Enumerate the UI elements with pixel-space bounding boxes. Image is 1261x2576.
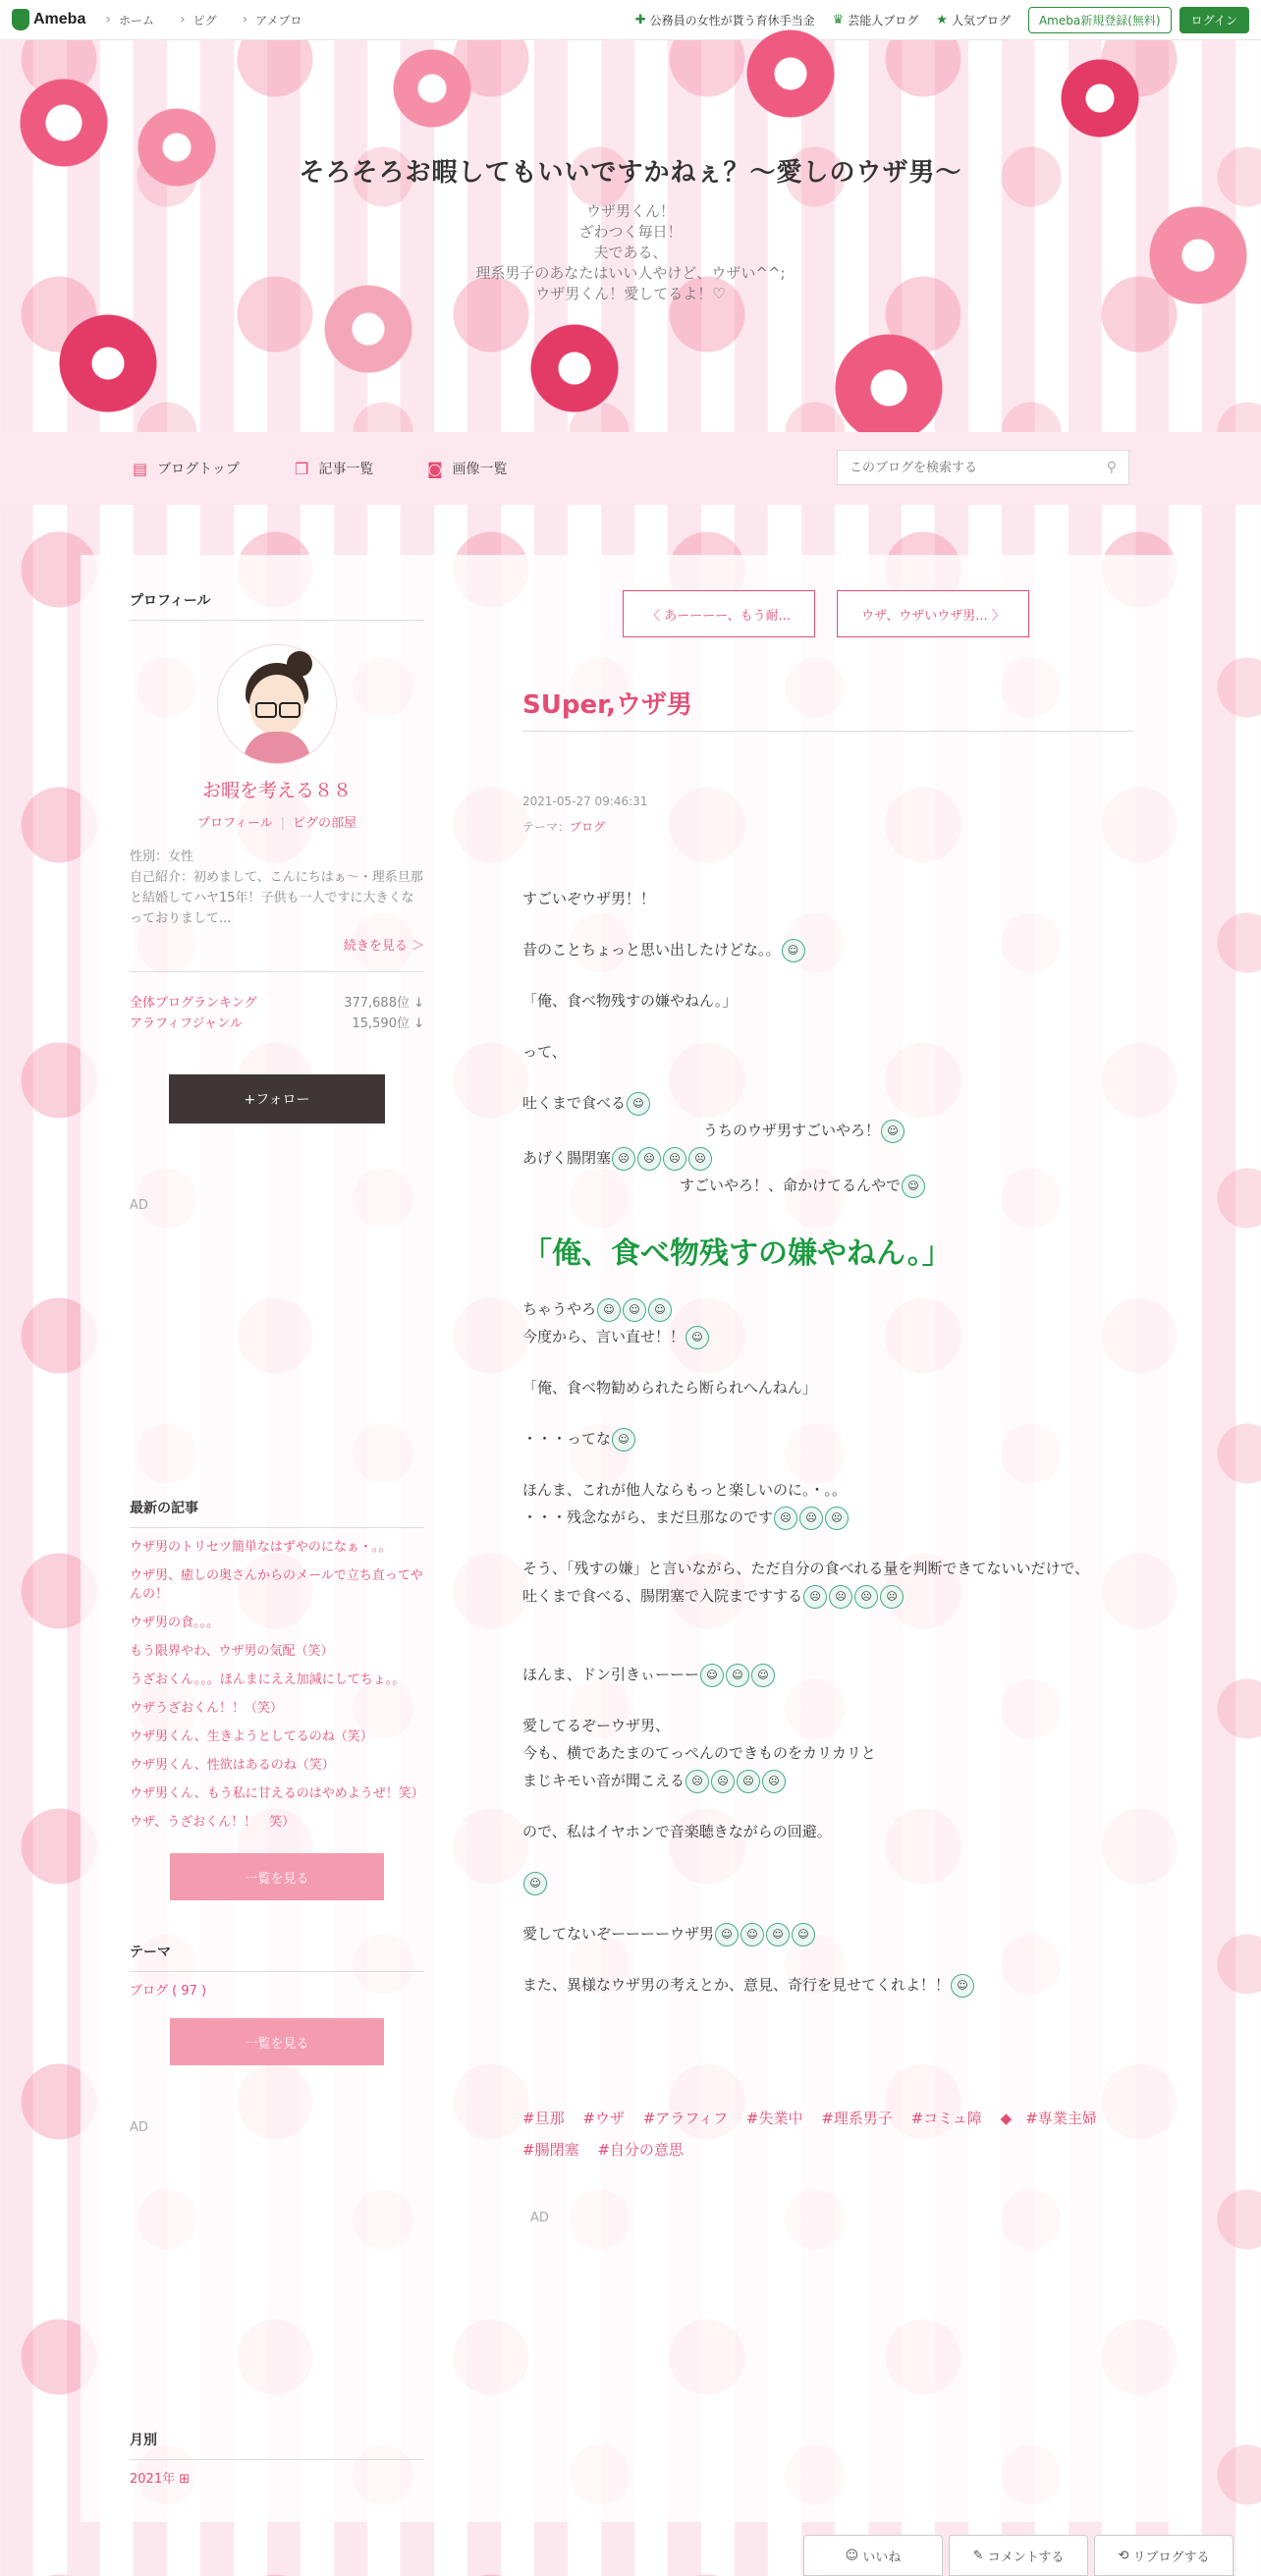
hashtag-list	[522, 2103, 1133, 2165]
emoji-icon: ☺	[792, 1923, 815, 1946]
global-nav	[105, 12, 327, 28]
nav-home-link[interactable]: › ホーム	[105, 12, 154, 28]
camera-icon: ◙	[427, 459, 443, 478]
emoji-icon: ☹	[688, 1147, 712, 1171]
emoji-icon: ☹	[880, 1585, 904, 1609]
blog-description: ウザ男くん！ ざわつく毎日！ 夫である、 理系男子のあなたはいい人やけど、ウザい^^; ウザ男くん！愛してるよ！♡	[475, 202, 786, 302]
search-input[interactable]	[848, 460, 1107, 476]
emoji-icon: ☺	[715, 1923, 739, 1946]
celebrity-blog-link[interactable]: ♛ 芸能人ブログ	[832, 12, 919, 27]
header-right	[635, 7, 1261, 33]
monthly-list	[130, 2470, 424, 2489]
emoji-icon: ☹	[803, 1585, 827, 1609]
hashtag-link[interactable]: #理系男子	[821, 2110, 893, 2127]
chevron-right-icon: 〉	[987, 608, 1005, 624]
blog-nav	[0, 432, 1261, 505]
article-body: すごいぞウザ男！！ 昔のことちょっと思い出したけどな。。 ☺ 「俺、食べ物残すの嫌やねん。」 って、 吐くまで食べる ☺ うちのウザ男すごいやろ！ ☺ あげく腸閉塞 ☹ ☹ ☹ ☹ すごいやろ！、命かけてるんやで ☺ 「俺、食べ物残すの嫌やねん。」 ちゃうやろ ☺ ☺ ☺ 今度から、言い直せ！！ ☺ 「俺、食べ物勧められたら断られへんねん」 ・・・ってな ☺ ほんま、これが他人ならもっと楽しいのに。・。。 ・・・残念ながら、まだ旦那なのです ☹ ☹ ☹ そう、「残すの嫌」と言いながら、ただ自分の食べれる量を判断できてないいだけで、 吐くまで食べる、腸閉塞で入院まですする ☹ ☹ ☹ ☹ ほんま、ドン引きぃーーー ☺ ☺ ☺ 愛してるぞーウザ男、 今も、横であたまのてっぺんのできものをカリカリと まじキモい音が聞こえる ☹ ☹ ☹ ☹ ので、私はイヤホンで音楽聴きながらの回避。 ☺ 愛してないぞーーーーウザ男 ☺ ☺ ☺ ☺ また、異様なウザ男の考えとか、意見、奇行を見せてくれよ！！ ☺	[522, 885, 1133, 1999]
ameba-logo[interactable]: Ameba	[12, 9, 85, 30]
recent-article-link[interactable]: ウザ男くん、もう私に甘えるのはやめようぜ！笑）	[130, 1786, 424, 1801]
profile-link[interactable]: プロフィール	[196, 816, 273, 831]
article-ad-label: AD	[530, 2211, 549, 2225]
profile-links: プロフィール | ピグの部屋	[196, 816, 357, 831]
emoji-icon: ☹	[663, 1147, 686, 1171]
emoji-icon: ☺	[623, 1298, 646, 1322]
plum-flower-decoration	[746, 29, 835, 118]
article-meta: 2021-05-27 09:46:31 テーマ：ブログ	[522, 789, 647, 840]
emoji-icon: ☺	[612, 1428, 635, 1452]
emoji-icon: ☺	[740, 1923, 764, 1946]
emoji-icon: ☺	[627, 1092, 650, 1116]
profile-gender: 性別：女性	[130, 850, 194, 864]
plum-flower-decoration	[1061, 59, 1139, 137]
article-actions	[797, 2535, 1234, 2576]
profile-name[interactable]: お暇を考える８８	[201, 780, 352, 801]
popular-blog-link[interactable]: ★ 人気ブログ	[936, 12, 1011, 27]
recent-article-link[interactable]: ウザ男くん、性欲はあるのね（笑）	[130, 1758, 335, 1773]
emoji-icon: ☺	[902, 1175, 925, 1198]
recent-article-link[interactable]: ウザうざおくん！！（笑）	[130, 1701, 284, 1716]
pigg-room-link[interactable]: ピグの部屋	[293, 816, 357, 831]
emoji-icon: ☺	[881, 1120, 905, 1143]
profile-heading: プロフィール	[130, 590, 424, 621]
copy-icon: ❐	[295, 459, 309, 478]
recent-articles-heading: 最新の記事	[130, 1498, 424, 1528]
recent-articles-list	[130, 1538, 424, 1832]
emoji-icon: ☹	[637, 1147, 661, 1171]
sponsored-icon: ◆	[1000, 2110, 1013, 2127]
star-icon: ★	[936, 12, 948, 27]
main-panel	[81, 555, 1210, 2565]
document-icon: ▤	[133, 459, 148, 478]
emoji-icon: ☹	[854, 1585, 878, 1609]
emoji-icon: ☺	[597, 1298, 621, 1322]
blog-title[interactable]: そろそろお暇してもいいですかねぇ？〜愛しのウザ男〜	[299, 158, 962, 188]
recent-article-link[interactable]: ウザ、うざおくん！！ 笑）	[130, 1815, 296, 1830]
hashtag-link[interactable]: #旦那	[522, 2110, 565, 2127]
article-title[interactable]: SUper,ウザ男	[522, 690, 692, 720]
theme-link[interactable]: ブログ ( 97 )	[130, 1984, 207, 1999]
follow-button[interactable]: +フォロー	[169, 1074, 385, 1124]
ad-label-2: AD	[130, 2120, 148, 2135]
article-theme-link[interactable]: ブログ	[570, 820, 606, 834]
hashtag-link[interactable]: #失業中	[745, 2110, 803, 2127]
emoji-icon: ☺	[523, 1872, 547, 1895]
crown-icon: ♛	[832, 12, 845, 27]
emoji-icon: ☺	[685, 1326, 709, 1349]
promo-link[interactable]: ✚ 公務員の女性が貰う育休手当金	[634, 12, 815, 27]
view-all-themes-button[interactable]: 一覧を見る	[170, 2018, 384, 2065]
prev-article-button[interactable]: 〈 あーーーー、もう耐...	[623, 590, 815, 637]
nav-image-list[interactable]: ◙ 画像一覧	[427, 459, 508, 478]
sidebar	[130, 590, 424, 2489]
ranking-genre[interactable]: アラフィフジャンル 15,590位 ↓	[130, 1016, 424, 1031]
like-button[interactable]: ☺ いいね	[803, 2535, 943, 2576]
emoji-icon: ☹	[829, 1585, 852, 1609]
divider	[522, 731, 1133, 732]
global-header	[0, 0, 1261, 40]
month-link[interactable]: 2021年 ⊞	[130, 2472, 191, 2487]
plum-flower-decoration	[835, 334, 943, 442]
read-more-link[interactable]: 続きを見る ＞	[130, 935, 424, 972]
recent-article-link[interactable]: ウザ男、癒しの奥さんからのメールで立ち直ってやんの！	[130, 1568, 423, 1602]
login-button[interactable]: ログイン	[1179, 7, 1249, 33]
nav-pigg-link[interactable]: › ピグ	[180, 12, 217, 28]
recent-article-link[interactable]: ウザ男くん、生きようとしてるのね（笑）	[130, 1729, 373, 1744]
recent-article-link[interactable]: ウザ男のトリセツ簡単なはずやのになぁ・。。	[130, 1540, 392, 1555]
profile-intro: 自己紹介：初めまして、こんにちはぁ〜・理系旦那と結婚してハヤ15年！子供も一人ですに大きくなっておりまして...	[130, 870, 423, 926]
blog-search	[837, 450, 1129, 485]
emoji-icon: ☺	[751, 1664, 775, 1687]
recent-article-link[interactable]: もう限界やわ、ウザ男の気配（笑）	[130, 1644, 334, 1659]
hashtag-link[interactable]: #アラフィフ	[642, 2110, 729, 2127]
hashtag-link[interactable]: #コミュ障	[910, 2110, 982, 2127]
theme-heading: テーマ	[130, 1942, 424, 1972]
emoji-icon: ☺	[648, 1298, 672, 1322]
recent-article-link[interactable]: ウザ男の食。。。	[130, 1616, 220, 1630]
hashtag-link[interactable]: ◆ #専業主婦	[1000, 2110, 1097, 2127]
emoji-icon: ☺	[766, 1923, 790, 1946]
plum-flower-decoration	[530, 324, 619, 412]
nav-ameblo-link[interactable]: › アメブロ	[243, 12, 302, 28]
hashtag-link[interactable]: #腸閉塞	[522, 2141, 579, 2159]
emoji-icon: ☹	[825, 1507, 849, 1530]
plum-flower-decoration	[59, 314, 157, 412]
blog-header	[0, 39, 1261, 432]
register-button[interactable]: Ameba新規登録(無料)	[1028, 7, 1172, 33]
nav-blog-top[interactable]: ▤ ブログトップ	[133, 459, 240, 478]
search-icon[interactable]: ⚲	[1106, 460, 1117, 475]
hashtag-link[interactable]: #自分の意思	[597, 2141, 684, 2159]
leaf-icon: ✚	[634, 12, 646, 27]
emoji-icon: ☹	[737, 1770, 760, 1793]
emoji-icon: ☺	[726, 1664, 749, 1687]
emoji-icon: ☹	[799, 1507, 823, 1530]
chevron-left-icon: 〈	[646, 608, 665, 624]
emoji-icon: ☹	[762, 1770, 786, 1793]
reblog-icon: ⟲	[1118, 2548, 1133, 2563]
emoji-icon: ☹	[774, 1507, 797, 1530]
theme-list	[130, 1982, 424, 2001]
ranking-overall[interactable]: 全体ブログランキング 377,688位 ↓	[130, 996, 424, 1011]
comment-button[interactable]: ✎ コメントする	[949, 2535, 1088, 2576]
view-all-articles-button[interactable]: 一覧を見る	[170, 1853, 384, 1900]
nav-article-list[interactable]: ❐ 記事一覧	[295, 459, 374, 478]
smile-icon: ☺	[845, 2548, 863, 2563]
emoji-icon: ☹	[711, 1770, 735, 1793]
recent-article-link[interactable]: うざおくん。。。ほんまにええ加減にしてちょ。。	[130, 1672, 406, 1687]
article-date: 2021-05-27 09:46:31	[522, 795, 648, 808]
avatar[interactable]	[217, 644, 337, 764]
monthly-heading: 月別	[130, 2430, 424, 2460]
emoji-icon: ☺	[951, 1974, 974, 1998]
reblog-button[interactable]: ⟲ リブログする	[1094, 2535, 1234, 2576]
plum-flower-decoration	[393, 49, 471, 128]
ad-label: AD	[130, 1198, 148, 1213]
emoji-icon: ☹	[612, 1147, 635, 1171]
emoji-icon: ☹	[685, 1770, 709, 1793]
next-article-button[interactable]: ウザ、ウザいウザ男... 〉	[837, 590, 1029, 637]
emoji-icon: ☺	[782, 939, 805, 962]
highlight-quote: 「俺、食べ物残すの嫌やねん。」	[522, 1236, 952, 1271]
comment-icon: ✎	[972, 2548, 988, 2563]
ameba-logo-icon	[12, 9, 29, 30]
emoji-icon: ☺	[700, 1664, 724, 1687]
hashtag-link[interactable]: #ウザ	[582, 2110, 625, 2127]
